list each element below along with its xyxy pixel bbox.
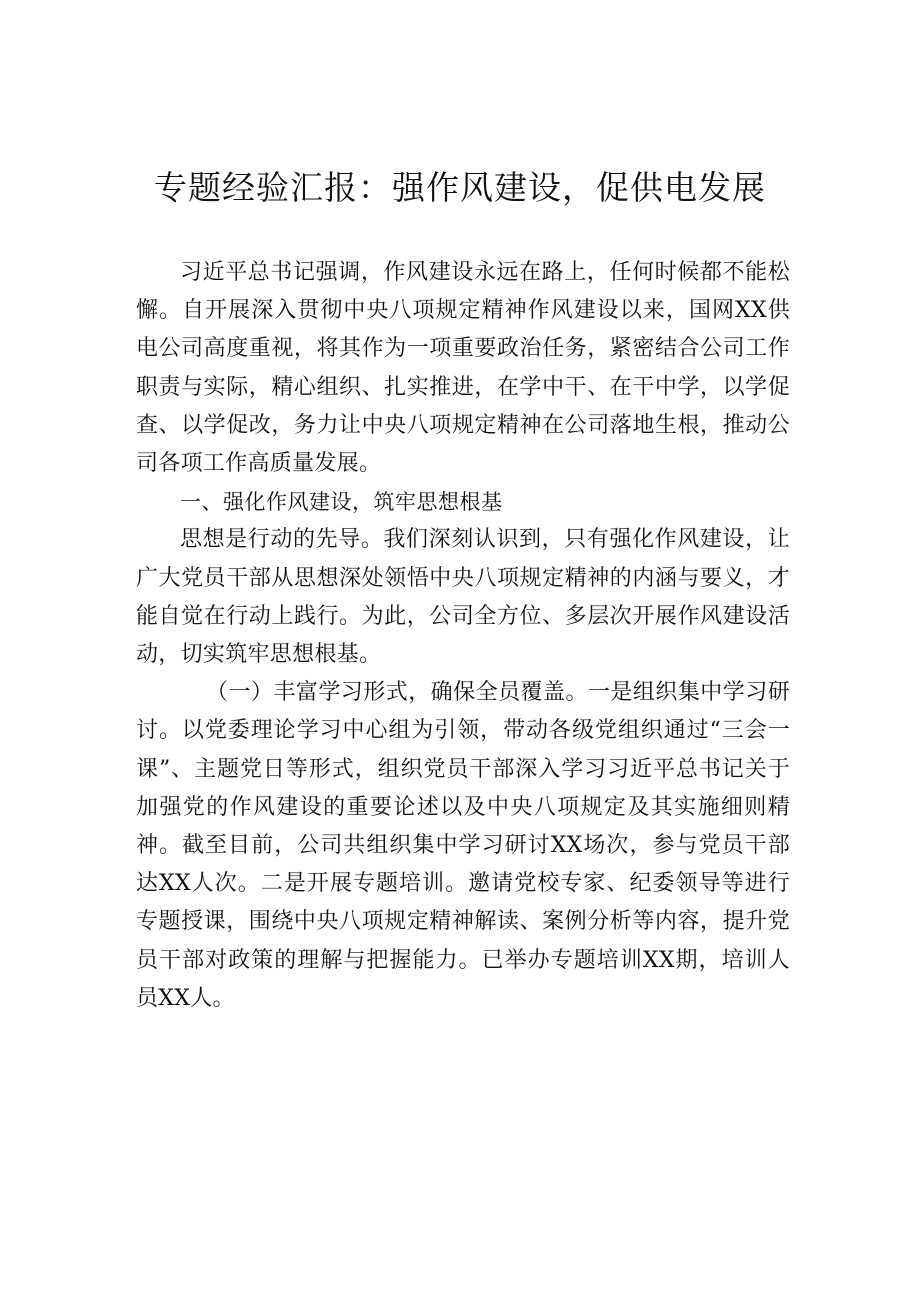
document-title: 专题经验汇报：强作风建设，促供电发展 xyxy=(154,168,766,207)
section-paragraph: 思想是行动的先导。我们深刻认识到，只有强化作风建设，让广大党员干部从思想深处领悟中央八项规定精神的内涵与要义，才能自觉在行动上践行。为此，公司全方位、多层次开展作风建设活动，切实筑牢思想根基。 xyxy=(136,527,790,668)
intro-paragraph: 习近平总书记强调，作风建设永远在路上，任何时候都不能松懈。自开展深入贯彻中央八项规定精神作风建设以来，国网XX供电公司高度重视，将其作为一项重要政治任务，紧密结合公司工作职责与实际，精心组织、扎实推进，在学中干、在干中学，以学促查、以学促改，务力让中央八项规定精神在公司落地生根，推动公司各项工作高质量发展。 xyxy=(136,260,790,477)
section-heading: 一、强化作风建设，筑牢思想根基 xyxy=(180,490,503,515)
document-body xyxy=(136,254,790,1018)
subsection-paragraph: （一）丰富学习形式，确保全员覆盖。一是组织集中学习研讨。以党委理论学习中心组为引领，带动各级党组织通过“三会一课”、主题党日等形式，组织党员干部深入学习习近平总书记关于加强党的作风建设的重要论述以及中央八项规定及其实施细则精神。截至目前，公司共组织集中学习研讨XX场次，参与党员干部达XX人次。二是开展专题培训。邀请党校专家、纪委领导等进行专题授课，围绕中央八项规定精神解读、案例分析等内容，提升党员干部对政策的理解与把握能力。已举办专题培训XX期，培训人员XX人。 xyxy=(136,680,790,1011)
